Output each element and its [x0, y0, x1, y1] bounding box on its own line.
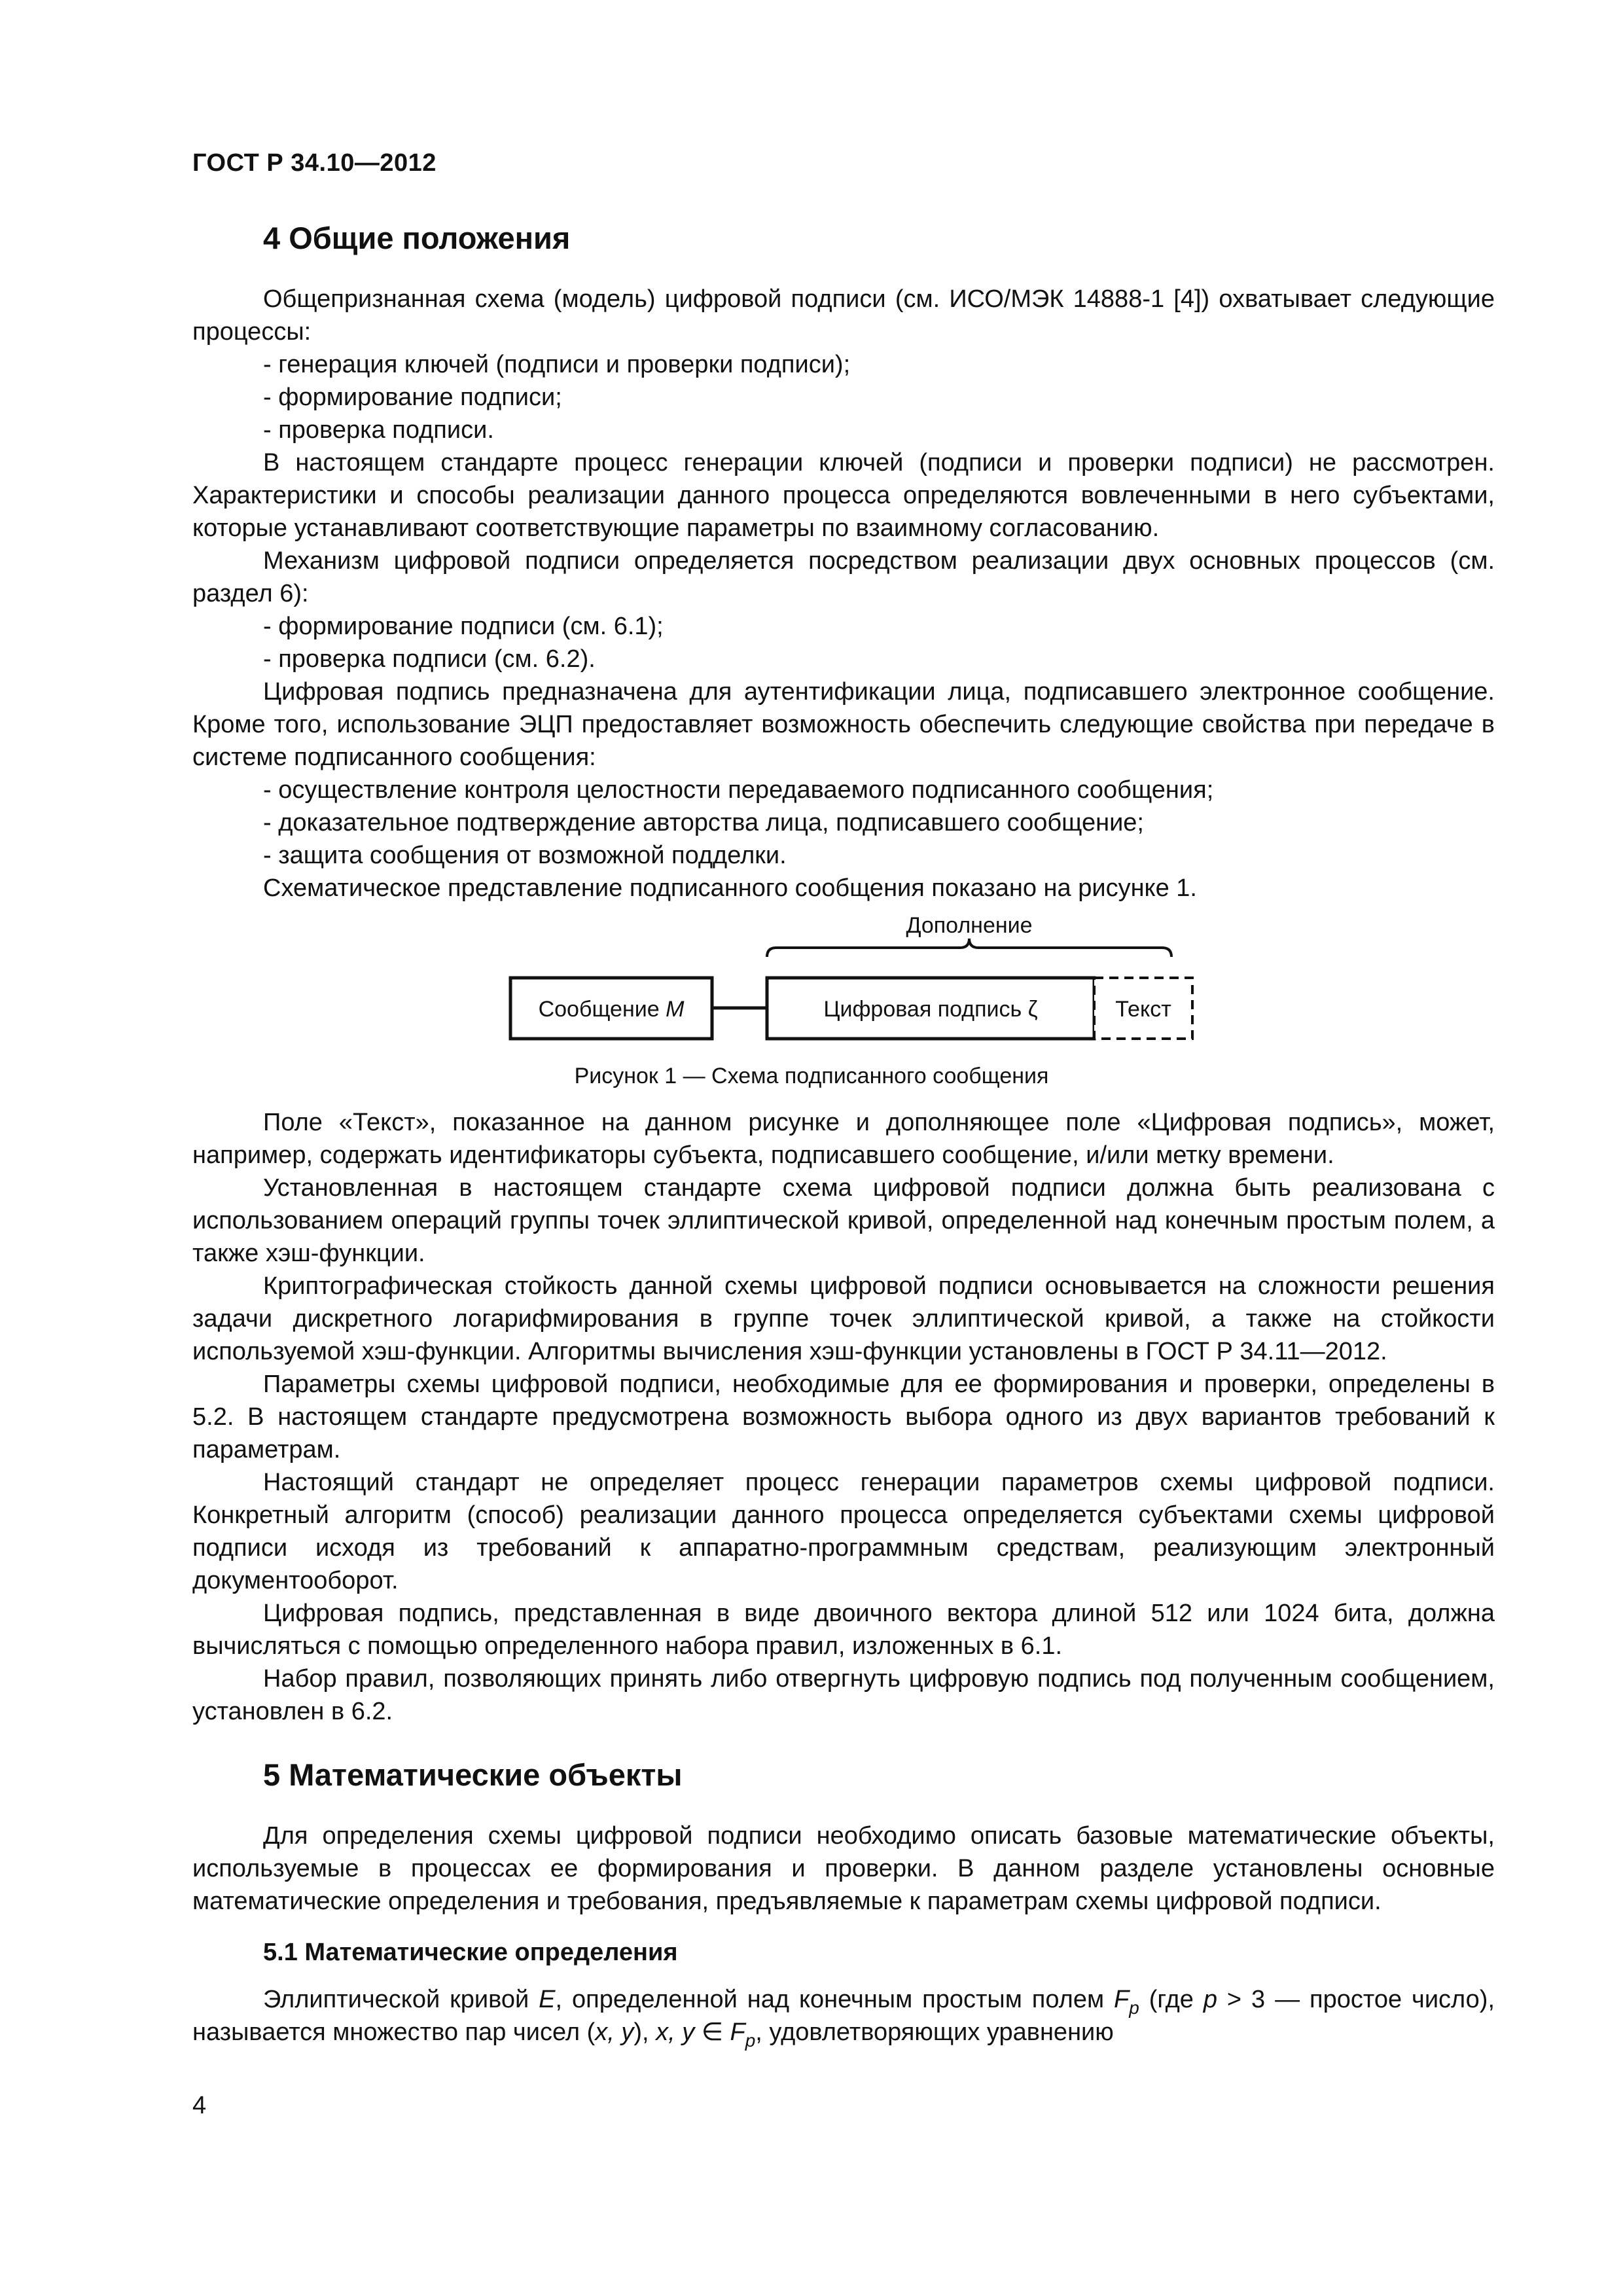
- list-item: - проверка подписи.: [263, 416, 494, 444]
- page-number: 4: [192, 2092, 207, 2119]
- keygen-note: В настоящем стандарте процесс генерации ключей (подписи и проверки подписи) не рассмотрен. Характеристики и способы реализации данного процесса определяются вовлеченными в него субъектами, которые устанавливают соответствующие параметры по взаимному согласованию.: [192, 449, 1495, 542]
- message-box-label: Сообщение M: [538, 997, 685, 1022]
- section-4-lower: [192, 1106, 1495, 2049]
- purpose-paragraph: Цифровая подпись предназначена для аутентификации лица, подписавшего электронное сообщение. Кроме того, использование ЭЦП предоставляет возможность обеспечить следующие свойства при передаче в системе подписанного сообщения:: [192, 678, 1495, 771]
- list-item: - проверка подписи (см. 6.2).: [263, 645, 596, 673]
- text-box-label: Текст: [1115, 997, 1171, 1022]
- list-item: - защита сообщения от возможной подделки.: [263, 842, 787, 869]
- paragraph: Настоящий стандарт не определяет процесс генерации параметров схемы цифровой подписи. Конкретный алгоритм (способ) реализации данного процесса определяется субъектами схемы цифровой подписи исходя из требований к аппаратно-программным средствам, реализующим электронный документооборот.: [192, 1469, 1495, 1594]
- section-5-title: 5 Математические объекты: [263, 1757, 683, 1792]
- list-item: - осуществление контроля целостности передаваемого подписанного сообщения;: [263, 776, 1214, 804]
- section-4-title: 4 Общие положения: [263, 221, 571, 255]
- paragraph: Параметры схемы цифровой подписи, необходимые для ее формирования и проверки, определены в 5.2. В настоящем стандарте предусмотрена возможность выбора одного из двух вариантов требований к параметрам.: [192, 1371, 1495, 1463]
- elliptic-curve-definition: Эллиптической кривой E, определенной над конечным простым полем $F_p$ (где p > 3 — простое число), называется множество пар чисел (x, y), x, y ∈ $F_p$, удовлетворяющих уравнению: [192, 1986, 1495, 2051]
- figure-1-diagram: [0, 0, 1623, 1113]
- figure-caption: Рисунок 1 — Схема подписанного сообщения: [574, 1064, 1049, 1088]
- schematic-reference: Схематическое представление подписанного сообщения показано на рисунке 1.: [263, 874, 1197, 902]
- paragraph: Цифровая подпись, представленная в виде двоичного вектора длиной 512 или 1024 бита, должна вычисляться с помощью определенного набора правил, изложенных в 6.1.: [192, 1600, 1495, 1660]
- standard-header: ГОСТ Р 34.10—2012: [192, 149, 437, 177]
- paragraph: Поле «Текст», показанное на данном рисунке и дополняющее поле «Цифровая подпись», может, например, содержать идентификаторы субъекта, подписавшего сообщение, и/или метку времени.: [192, 1109, 1495, 1169]
- list-item: - генерация ключей (подписи и проверки подписи);: [263, 351, 851, 378]
- list-item: - доказательное подтверждение авторства лица, подписавшего сообщение;: [263, 809, 1144, 836]
- brace-label: Дополнение: [906, 913, 1033, 938]
- mechanism-paragraph: Механизм цифровой подписи определяется посредством реализации двух основных процессов (см. раздел 6):: [192, 547, 1495, 607]
- section-5-intro: Для определения схемы цифровой подписи необходимо описать базовые математические объекты, используемые в процессах ее формирования и проверки. В данном разделе установлены основные математические определения и требования, предъявляемые к параметрам схемы цифровой подписи.: [192, 1822, 1495, 1915]
- paragraph: Набор правил, позволяющих принять либо отвергнуть цифровую подпись под полученным сообщением, установлен в 6.2.: [192, 1665, 1495, 1725]
- subsection-5-1-title: 5.1 Математические определения: [263, 1939, 678, 1966]
- section-4-intro: Общепризнанная схема (модель) цифровой подписи (см. ИСО/МЭК 14888-1 [4]) охватывает следующие процессы:: [192, 285, 1495, 346]
- signature-box-label: Цифровая подпись ζ: [823, 997, 1038, 1022]
- addition-brace: [767, 939, 1171, 957]
- list-item: - формирование подписи;: [263, 384, 562, 411]
- paragraph: Установленная в настоящем стандарте схема цифровой подписи должна быть реализована с использованием операций группы точек эллиптической кривой, определенной над конечным простым полем, а также хэш-функции.: [192, 1174, 1495, 1267]
- paragraph: Криптографическая стойкость данной схемы цифровой подписи основывается на сложности решения задачи дискретного логарифмирования в группе точек эллиптической кривой, а также на стойкости используемой хэш-функции. Алгоритмы вычисления хэш-функции установлены в ГОСТ Р 34.11—2012.: [192, 1272, 1495, 1365]
- list-item: - формирование подписи (см. 6.1);: [263, 613, 664, 640]
